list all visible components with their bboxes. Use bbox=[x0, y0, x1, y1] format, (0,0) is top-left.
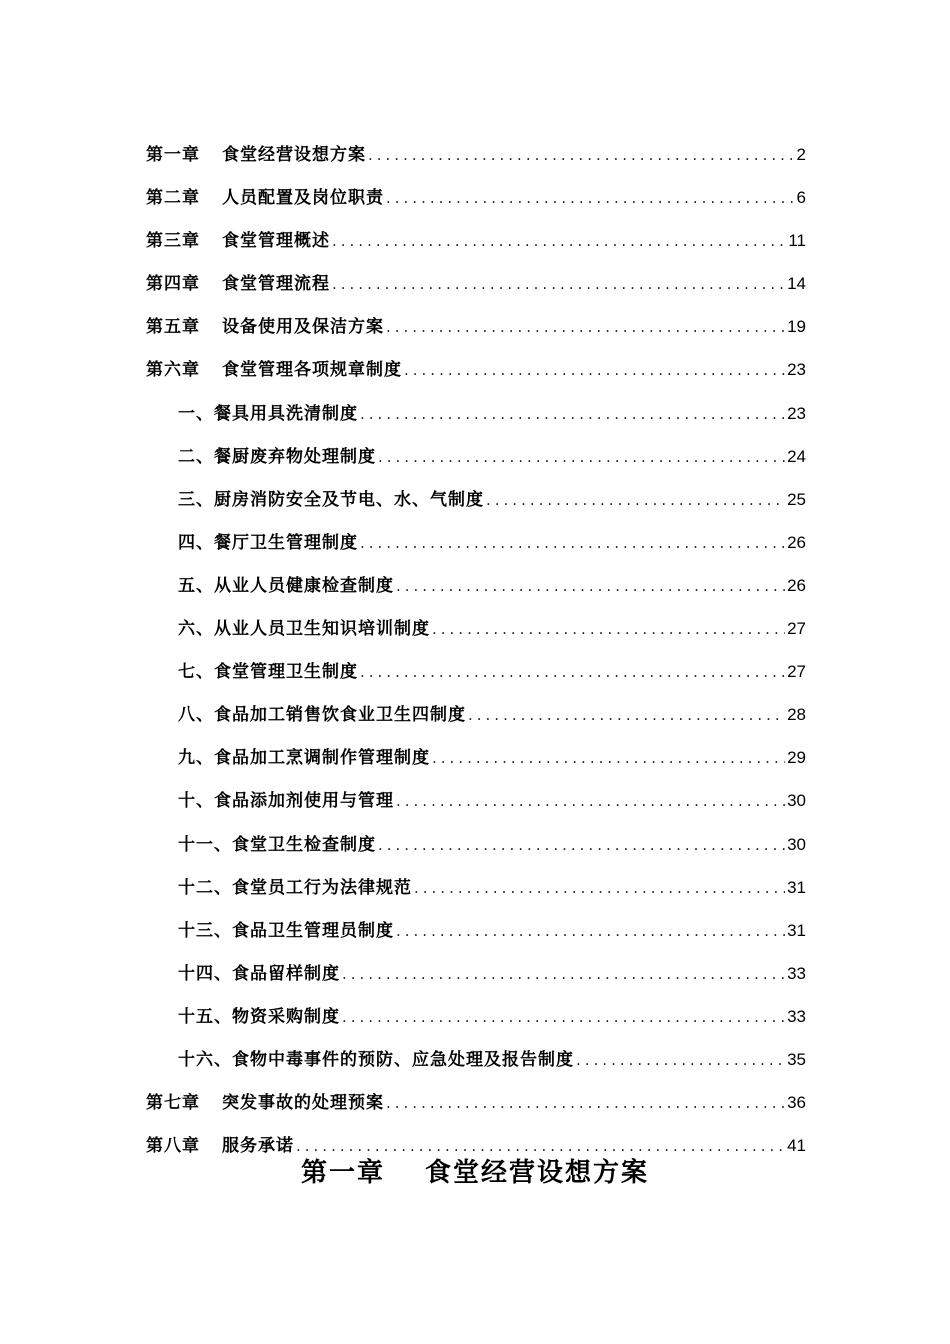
toc-page-number: 29 bbox=[787, 748, 806, 768]
toc-entry[interactable] bbox=[146, 348, 806, 391]
toc-dot-leader bbox=[486, 479, 785, 522]
toc-entry[interactable] bbox=[146, 995, 806, 1038]
toc-entry-title: 服务承诺 bbox=[222, 1136, 294, 1157]
toc-dot-leader bbox=[404, 349, 785, 392]
toc-dot-leader bbox=[414, 867, 785, 910]
toc-dot-leader bbox=[360, 651, 785, 694]
toc-entry-title: 五、从业人员健康检查制度 bbox=[178, 575, 394, 596]
toc-entry[interactable] bbox=[146, 693, 806, 736]
toc-page-number: 31 bbox=[787, 920, 806, 940]
toc-dot-leader bbox=[396, 780, 785, 823]
toc-entry[interactable] bbox=[146, 823, 806, 866]
chapter-heading-title: 食堂经营设想方案 bbox=[425, 1158, 650, 1188]
toc-entry[interactable] bbox=[146, 779, 806, 822]
toc-page-number: 27 bbox=[787, 662, 806, 682]
toc-page-number: 24 bbox=[787, 446, 806, 466]
toc-dot-leader bbox=[378, 824, 785, 867]
toc-entry-title: 食堂管理各项规章制度 bbox=[222, 360, 402, 381]
toc-entry[interactable] bbox=[146, 521, 806, 564]
toc-dot-leader bbox=[432, 737, 785, 780]
toc-page-number: 27 bbox=[787, 619, 806, 639]
toc-chapter-number: 第三章 bbox=[146, 231, 200, 252]
toc-entry-title: 人员配置及岗位职责 bbox=[222, 188, 384, 209]
toc-chapter-number: 第八章 bbox=[146, 1136, 200, 1157]
toc-entry[interactable] bbox=[146, 305, 806, 348]
toc-entry-title: 三、厨房消防安全及节电、水、气制度 bbox=[178, 489, 484, 510]
toc-page-number: 6 bbox=[796, 188, 806, 208]
toc-entry-title: 食堂经营设想方案 bbox=[222, 145, 366, 165]
toc-dot-leader bbox=[332, 263, 785, 306]
toc-chapter-number: 第五章 bbox=[146, 317, 200, 338]
toc-dot-leader bbox=[378, 436, 785, 479]
toc-dot-leader bbox=[342, 953, 785, 996]
toc-entry[interactable] bbox=[146, 392, 806, 435]
toc-page-number: 2 bbox=[796, 145, 806, 164]
toc-entry-title: 二、餐厨废弃物处理制度 bbox=[178, 446, 376, 467]
toc-page-number: 33 bbox=[787, 1006, 806, 1026]
toc-page-number: 26 bbox=[787, 532, 806, 552]
toc-page-number: 33 bbox=[787, 963, 806, 983]
toc-chapter-number: 第二章 bbox=[146, 188, 200, 209]
toc-entry[interactable] bbox=[146, 564, 806, 607]
toc-chapter-number: 第四章 bbox=[146, 274, 200, 295]
toc-entry-title: 一、餐具用具洗清制度 bbox=[178, 403, 358, 424]
toc-page-number: 19 bbox=[787, 317, 806, 337]
toc-entry-title: 四、餐厅卫生管理制度 bbox=[178, 532, 358, 553]
toc-dot-leader bbox=[360, 393, 785, 436]
toc-dot-leader bbox=[342, 996, 785, 1039]
toc-entry[interactable] bbox=[146, 478, 806, 521]
chapter-heading bbox=[0, 1148, 950, 1198]
toc-entry-title: 七、食堂管理卫生制度 bbox=[178, 662, 358, 683]
toc-entry[interactable] bbox=[146, 133, 806, 176]
toc-entry[interactable] bbox=[146, 176, 806, 219]
toc-page-number: 28 bbox=[787, 705, 806, 725]
toc-entry-title: 十六、食物中毒事件的预防、应急处理及报告制度 bbox=[178, 1049, 574, 1070]
toc-page-number: 11 bbox=[788, 231, 806, 251]
toc-entry-title: 十三、食品卫生管理员制度 bbox=[178, 920, 394, 941]
toc-entry-title: 食堂管理流程 bbox=[222, 274, 330, 295]
toc-entry[interactable] bbox=[146, 1081, 806, 1124]
toc-dot-leader bbox=[368, 134, 795, 177]
toc-chapter-number: 第七章 bbox=[146, 1093, 200, 1114]
toc-entry-title: 十五、物资采购制度 bbox=[178, 1006, 340, 1027]
toc-dot-leader bbox=[432, 608, 785, 651]
toc-dot-leader bbox=[386, 177, 795, 220]
toc-dot-leader bbox=[386, 1082, 785, 1125]
toc-entry[interactable] bbox=[146, 866, 806, 909]
toc-page-number: 35 bbox=[787, 1049, 806, 1069]
toc-dot-leader bbox=[468, 694, 785, 737]
toc-dot-leader bbox=[332, 220, 786, 263]
toc-entry[interactable] bbox=[146, 736, 806, 779]
toc-entry-title: 十、食品添加剂使用与管理 bbox=[178, 791, 394, 812]
toc-chapter-number: 第六章 bbox=[146, 360, 200, 381]
toc-page-number: 31 bbox=[787, 877, 806, 897]
toc-entry-title: 十一、食堂卫生检查制度 bbox=[178, 834, 376, 855]
toc-page-number: 36 bbox=[787, 1093, 806, 1113]
toc-entry[interactable] bbox=[146, 262, 806, 305]
toc-dot-leader bbox=[360, 522, 785, 565]
toc-page-number: 41 bbox=[787, 1136, 806, 1156]
toc-dot-leader bbox=[386, 306, 785, 349]
toc-page-number: 23 bbox=[787, 360, 806, 380]
toc-entry-title: 八、食品加工销售饮食业卫生四制度 bbox=[178, 705, 466, 726]
toc-entry[interactable] bbox=[146, 1038, 806, 1081]
toc-entry-title: 食堂管理概述 bbox=[222, 231, 330, 252]
toc-entry-title: 十二、食堂员工行为法律规范 bbox=[178, 877, 412, 898]
toc-entry-title: 设备使用及保洁方案 bbox=[222, 317, 384, 338]
toc-page-number: 14 bbox=[787, 274, 806, 294]
toc-page-number: 26 bbox=[787, 575, 806, 595]
toc-entry-title: 突发事故的处理预案 bbox=[222, 1093, 384, 1114]
toc-page-number: 23 bbox=[787, 403, 806, 423]
toc-page-number: 25 bbox=[787, 489, 806, 509]
toc-entry[interactable] bbox=[146, 435, 806, 478]
toc-dot-leader bbox=[396, 910, 785, 953]
toc-entry[interactable] bbox=[146, 607, 806, 650]
table-of-contents bbox=[146, 133, 806, 1167]
toc-entry[interactable] bbox=[146, 952, 806, 995]
toc-dot-leader bbox=[396, 565, 785, 608]
toc-entry-title: 六、从业人员卫生知识培训制度 bbox=[178, 619, 430, 640]
toc-chapter-number: 第一章 bbox=[146, 145, 200, 165]
toc-entry[interactable] bbox=[146, 219, 806, 262]
chapter-heading-number: 第一章 bbox=[300, 1158, 385, 1188]
toc-page-number: 30 bbox=[787, 791, 806, 811]
toc-entry[interactable] bbox=[146, 909, 806, 952]
toc-entry-title: 九、食品加工烹调制作管理制度 bbox=[178, 748, 430, 769]
toc-entry-title: 十四、食品留样制度 bbox=[178, 963, 340, 984]
toc-dot-leader bbox=[576, 1039, 785, 1082]
toc-entry[interactable] bbox=[146, 650, 806, 693]
toc-page-number: 30 bbox=[787, 834, 806, 854]
